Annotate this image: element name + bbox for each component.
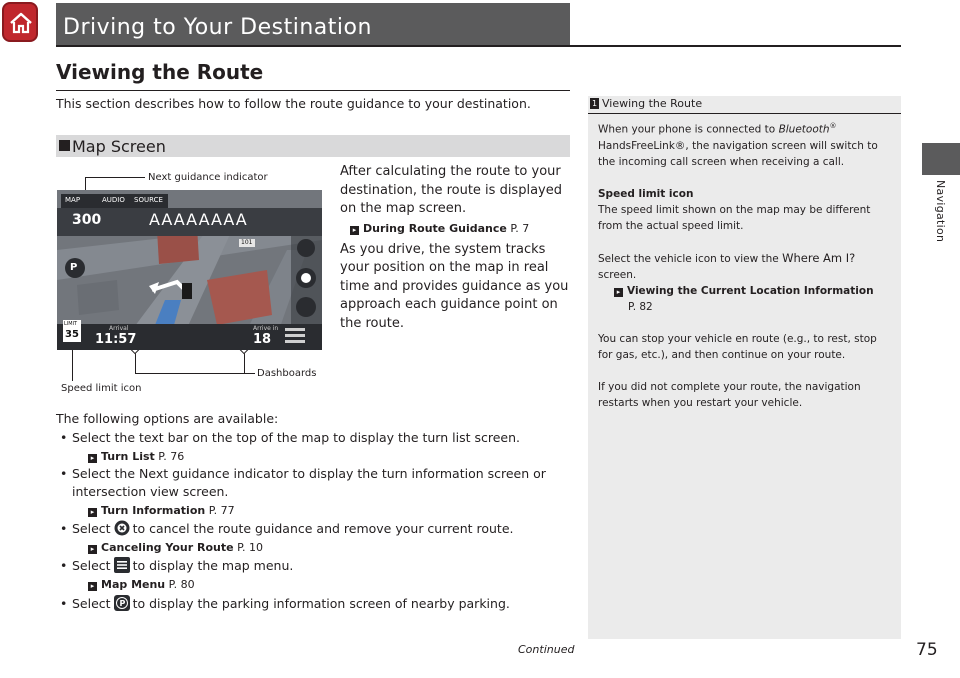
note-speed-text: The speed limit shown on the map may be different from the actual speed limit. — [598, 203, 871, 232]
xref-arrow-icon: ▸ — [350, 226, 359, 235]
option-text-pre: Select — [72, 558, 111, 573]
xref-map-menu[interactable] — [56, 577, 570, 593]
note-bluetooth — [598, 118, 894, 170]
chapter-rule — [56, 45, 901, 47]
xref-page: P. 82 — [628, 300, 653, 313]
bullet-icon: • — [60, 558, 68, 573]
note-text: HandsFreeLink®, the navigation screen will switch to the incoming call screen when receiving a call. — [598, 139, 878, 168]
xref-arrow-icon: ▸ — [88, 508, 97, 517]
note-text-italic: Bluetooth — [778, 123, 830, 136]
xref-title: Map Menu — [101, 578, 166, 591]
xref-canceling-your-route[interactable] — [56, 540, 570, 556]
xref-arrow-icon: ▸ — [614, 288, 623, 297]
callout-line — [135, 352, 136, 374]
note-text: screen. — [598, 268, 637, 281]
xref-page: P. 7 — [510, 221, 530, 235]
callout-speed-limit: Speed limit icon — [61, 383, 142, 394]
subsection-title: Map Screen — [72, 137, 166, 156]
chapter-title: Driving to Your Destination — [63, 15, 372, 40]
note-text: When your phone is connected to — [598, 123, 779, 136]
arrival-time[interactable]: 11:57 — [95, 332, 137, 347]
section-rule — [56, 90, 570, 91]
intro-text: This section describes how to follow the route guidance to your destination. — [56, 96, 531, 111]
xref-turn-information[interactable] — [56, 503, 570, 519]
home-icon[interactable] — [2, 2, 38, 42]
xref-arrow-icon: ▸ — [88, 454, 97, 463]
option-text-post: to display the parking information screen of nearby parking. — [132, 596, 510, 611]
speed-limit-value[interactable]: 35 — [65, 329, 79, 340]
xref-page: P. 10 — [237, 541, 263, 554]
note-text: Select the vehicle icon to view the — [598, 252, 783, 265]
side-tab-marker[interactable] — [922, 143, 960, 175]
bullet-icon: • — [60, 521, 68, 536]
side-tab-label: Navigation — [934, 180, 947, 243]
xref-title: Viewing the Current Location Information — [627, 284, 874, 297]
map-tab-map[interactable]: MAP — [65, 196, 81, 204]
callout-line — [85, 177, 145, 178]
callout-dashboards: Dashboards — [257, 368, 317, 379]
option-text: Select the Next guidance indicator to display the turn information screen or intersection view screen. — [72, 466, 546, 499]
where-am-i-label: Where Am I? — [782, 250, 856, 265]
xref-page: P. 76 — [158, 450, 185, 463]
svg-text:P: P — [119, 599, 125, 608]
callout-next-guidance: Next guidance indicator — [148, 172, 268, 183]
option-text-pre: Select — [72, 596, 111, 611]
street-name-text-bar[interactable]: AAAAAAAA — [149, 210, 248, 229]
chapter-title-bar — [56, 3, 570, 45]
option-text-post: to cancel the route guidance and remove your current route. — [132, 521, 514, 536]
xref-page: P. 80 — [168, 578, 195, 591]
xref-page: P. 77 — [208, 504, 235, 517]
note-restart-text: If you did not complete your route, the navigation restarts when you restart your vehicle. — [598, 380, 861, 409]
menu-icon — [114, 557, 130, 573]
xref-current-location[interactable] — [598, 283, 894, 299]
xref-arrow-icon: ▸ — [88, 582, 97, 591]
sidebar-note-body — [598, 118, 894, 427]
option-item-turn-list — [56, 429, 570, 465]
arrive-in-label: Arrive in — [253, 325, 279, 332]
callout-line — [244, 352, 245, 374]
xref-arrow-icon: ▸ — [88, 545, 97, 554]
option-item-parking — [56, 595, 570, 613]
xref-turn-list[interactable] — [56, 449, 570, 465]
arrive-in-value[interactable]: 18 — [253, 332, 272, 347]
sidebar-note-header — [588, 96, 901, 114]
sidebar-note — [588, 96, 901, 639]
note-title: Viewing the Route — [602, 97, 703, 110]
square-bullet-icon — [59, 140, 70, 151]
option-text-post: to display the map menu. — [132, 558, 294, 573]
map-screen-description — [340, 163, 570, 333]
cancel-route-icon — [114, 520, 130, 536]
map-screenshot — [57, 190, 322, 350]
note-marker: 1 — [591, 99, 598, 108]
map-tab-source[interactable]: SOURCE — [134, 196, 163, 204]
option-item-cancel-route — [56, 520, 570, 556]
note-registered-mark: ® — [829, 122, 837, 130]
parking-icon[interactable]: P — [70, 262, 78, 273]
xref-title: Canceling Your Route — [101, 541, 234, 554]
bullet-icon: • — [60, 466, 68, 481]
parking-icon — [114, 595, 130, 611]
callout-line — [72, 347, 73, 381]
callout-line — [135, 373, 255, 374]
options-intro: The following options are available: — [56, 411, 279, 426]
route-shield: 101 — [241, 239, 253, 246]
option-text-pre: Select — [72, 521, 111, 536]
section-title: Viewing the Route — [56, 60, 264, 84]
note-stop-text: You can stop your vehicle en route (e.g., to rest, stop for gas, etc.), and then continue on your route. — [598, 332, 877, 361]
note-speed-title: Speed limit icon — [598, 187, 694, 200]
xref-title: During Route Guidance — [363, 221, 507, 235]
xref-during-route-guidance[interactable] — [340, 221, 570, 237]
option-item-turn-information — [56, 465, 570, 519]
subsection-heading-bar — [56, 135, 570, 157]
option-item-map-menu — [56, 557, 570, 593]
option-text: Select the text bar on the top of the map to display the turn list screen. — [72, 430, 520, 445]
speed-limit-label: LIMIT — [64, 321, 78, 327]
xref-title: Turn List — [101, 450, 155, 463]
note-vehicle — [598, 250, 894, 283]
map-tab-audio[interactable]: AUDIO — [102, 196, 125, 204]
paragraph-route-displayed: After calculating the route to your destination, the route is displayed on the map screen. — [340, 164, 562, 216]
continued-label: Continued — [518, 643, 575, 656]
arrival-label: Arrival — [109, 325, 129, 332]
bullet-icon: • — [60, 596, 68, 611]
page-number: 75 — [916, 640, 938, 660]
next-guidance-distance[interactable]: 300 — [72, 212, 102, 228]
bullet-icon: • — [60, 430, 68, 445]
xref-title: Turn Information — [101, 504, 206, 517]
paragraph-tracking: As you drive, the system tracks your position on the map in real time and provides guidance as you approach each guidance point on the route. — [340, 241, 569, 331]
